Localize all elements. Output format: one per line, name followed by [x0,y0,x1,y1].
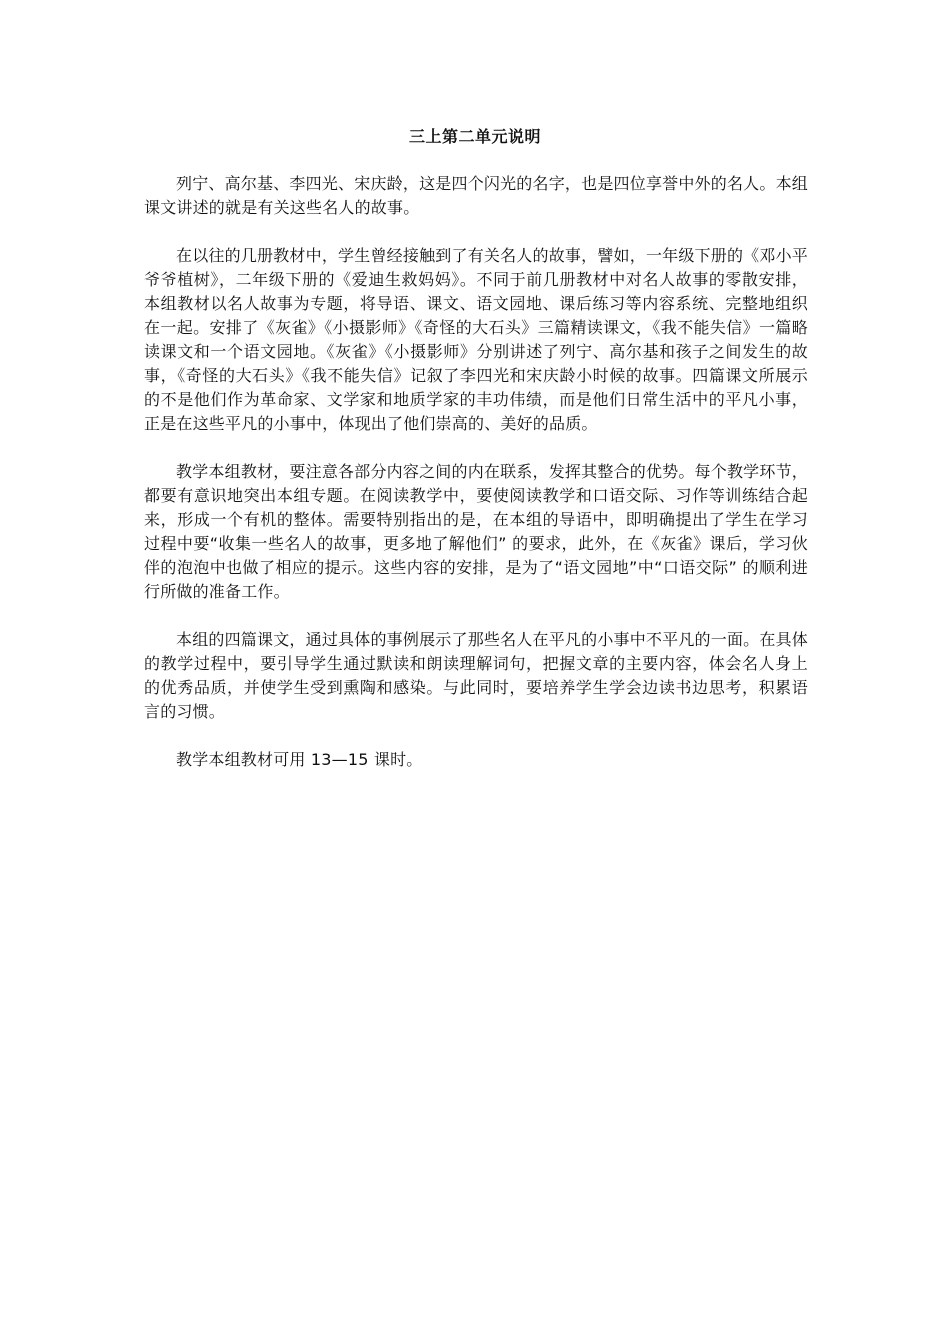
paragraph-materials: 在以往的几册教材中，学生曾经接触到了有关名人的故事，譬如，一年级下册的《邓小平爷爷植树》，二年级下册的《爱迪生救妈妈》。不同于前几册教材中对名人故事的零散安排，本组教材以名人故事为专题，将导语、课文、语文园地、课后练习等内容系统、完整地组织在一起。安排了《灰雀》《小摄影师》《奇怪的大石头》三篇精读课文，《我不能失信》一篇略读课文和一个语文园地。《灰雀》《小摄影师》分别讲述了列宁、高尔基和孩子之间发生的故事，《奇怪的大石头》《我不能失信》记叙了李四光和宋庆龄小时候的故事。四篇课文所展示的不是他们作为革命家、文学家和地质学家的丰功伟绩，而是他们日常生活中的平凡小事，正是在这些平凡的小事中，体现出了他们崇高的、美好的品质。 [144,246,808,433]
paragraph-class-hours: 教学本组教材可用 13—15 课时。 [176,750,423,769]
paragraph-lesson-goals: 本组的四篇课文，通过具体的事例展示了那些名人在平凡的小事中不平凡的一面。在具体的教学过程中，要引导学生通过默读和朗读理解词句，把握文章的主要内容，体会名人身上的优秀品质，并使学生受到熏陶和感染。与此同时，要培养学生学会边读书边思考，积累语言的习惯。 [144,630,808,721]
paragraph-intro: 列宁、高尔基、李四光、宋庆龄，这是四个闪光的名字，也是四位享誉中外的名人。本组课文讲述的就是有关这些名人的故事。 [144,174,808,217]
paragraph-teaching-approach: 教学本组教材，要注意各部分内容之间的内在联系，发挥其整合的优势。每个教学环节，都要有意识地突出本组专题。在阅读教学中，要使阅读教学和口语交际、习作等训练结合起来，形成一个有机的整体。需要特别指出的是，在本组的导语中，即明确提出了学生在学习过程中要“收集一些名人的故事，更多地了解他们” 的要求，此外，在《灰雀》课后，学习伙伴的泡泡中也做了相应的提示。这些内容的安排，是为了“语文园地”中“口语交际” 的顺利进行所做的准备工作。 [144,462,808,601]
document-title: 三上第二单元说明 [408,127,541,146]
document-body [144,172,808,796]
